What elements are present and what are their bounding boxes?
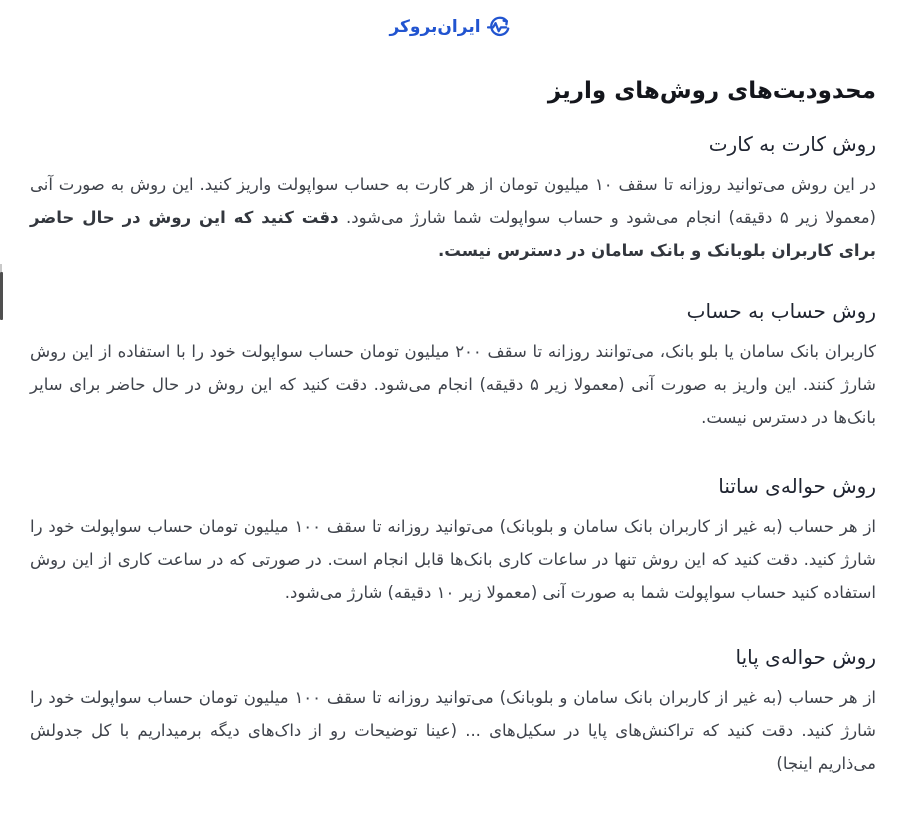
paragraph-text: از هر حساب (به غیر از کاربران بانک سامان و بلوبانک) می‌توانید روزانه تا سقف ۱۰۰ میلیون تومان حساب سواپولت خود را شارژ کنید. دقت کنید که این روش تنها در ساعات کاری بانک‌ها قابل انجام است. در صورتی که در ساعت کاری از این روش استفاده کنید حساب سواپولت شما به صورت آنی (معمولا زیر ۱۰ دقیقه) شارژ می‌شود.: [30, 517, 876, 602]
scrollbar-thumb[interactable]: [0, 272, 3, 320]
section-paragraph: [30, 681, 876, 780]
scrollbar-track-tip: [0, 264, 2, 272]
section-card-to-card: [30, 130, 876, 267]
circular-swap-arrow-pulse-icon: [487, 15, 511, 39]
section-account-to-account: [30, 297, 876, 434]
section-paya-transfer: [30, 643, 876, 780]
section-heading-card-to-card: روش کارت به کارت: [708, 132, 876, 156]
paragraph-text: از هر حساب (به غیر از کاربران بانک سامان و بلوبانک) می‌توانید روزانه تا سقف ۱۰۰ میلیون تومان حساب سواپولت خود را شارژ کنید. دقت کنید که تراکنش‌های پایا در سکیل‌های ... (عینا توضیحات رو از داک‌های دیگه برمیداریم با کل جدولش می‌ذاریم اینجا): [30, 688, 876, 773]
section-heading-paya: روش حواله‌ی پایا: [735, 645, 876, 669]
paragraph-text: در این روش می‌توانید روزانه تا سقف ۱۰ میلیون تومان از هر کارت به حساب سواپولت واریز کنید. این روش به صورت آنی (معمولا زیر ۵ دقیقه) انجام می‌شود و حساب سواپولت شما شارژ می‌شود.: [30, 175, 877, 227]
logo-text: ایران‌بروکر: [389, 17, 481, 37]
section-heading-account-to-account: روش حساب به حساب: [686, 299, 876, 323]
section-satna-transfer: [30, 472, 876, 609]
article-body: [0, 76, 900, 780]
paragraph-bold-text: دقت کنید که این روش در حال حاضر برای کاربران بلوبانک و بانک سامان در دسترس نیست.: [30, 208, 876, 260]
section-heading-satna: روش حواله‌ی ساتنا: [718, 474, 876, 498]
paragraph-text: کاربران بانک سامان یا بلو بانک، می‌توانند روزانه تا سقف ۲۰۰ میلیون تومان حساب سواپولت خود را با استفاده از این روش شارژ کنند. این واریز به صورت آنی (معمولا زیر ۵ دقیقه) انجام می‌شود. دقت کنید که این روش در حال حاضر برای سایر بانک‌ها در دسترس نیست.: [30, 342, 876, 427]
section-paragraph: [30, 168, 876, 267]
logo[interactable]: [0, 0, 900, 39]
page-title: محدودیت‌های روش‌های واریز: [547, 78, 876, 104]
section-paragraph: [30, 510, 876, 609]
section-paragraph: [30, 335, 876, 434]
